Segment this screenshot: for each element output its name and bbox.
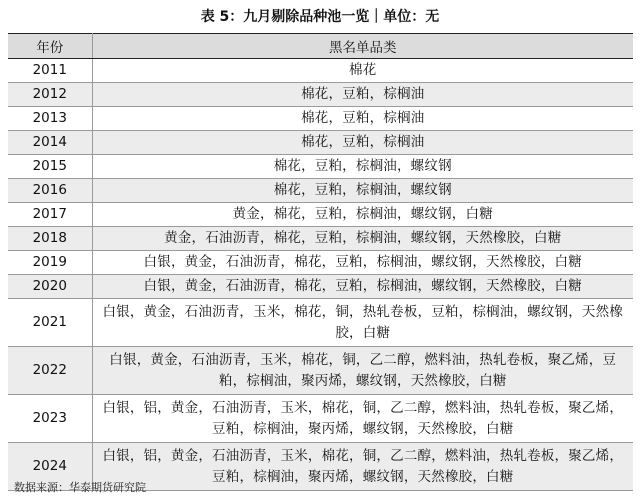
table-header — [8, 34, 633, 59]
year-cell: 2011 — [8, 59, 92, 83]
items-cell: 黄金，棉花，豆粕，棕榈油，螺纹钢，白糖 — [92, 203, 633, 227]
year-cell: 2012 — [8, 83, 92, 107]
table-row — [8, 347, 633, 395]
items-cell: 棉花 — [92, 59, 633, 83]
table-title: 表 5：九月剔除品种池一览｜单位：无 — [200, 9, 440, 25]
items-cell: 白银，铝，黄金，石油沥青，玉米，棉花，铜，乙二醇，燃料油，热轧卷板，聚乙烯，豆粕，棕榈油，聚丙烯，螺纹钢，天然橡胶，白糖 — [92, 395, 633, 443]
year-cell: 2024 — [8, 443, 92, 491]
year-cell: 2023 — [8, 395, 92, 443]
table-body — [8, 59, 633, 491]
items-cell: 白银，黄金，石油沥青，棉花，豆粕，棕榈油，螺纹钢，天然橡胶，白糖 — [92, 275, 633, 299]
table-row — [8, 107, 633, 131]
items-cell: 黄金，石油沥青，棉花，豆粕，棕榈油，螺纹钢，天然橡胶，白糖 — [92, 227, 633, 251]
year-cell: 2018 — [8, 227, 92, 251]
items-cell: 白银，黄金，石油沥青，玉米，棉花，铜，热轧卷板，豆粕，棕榈油，螺纹钢，天然橡胶，白糖 — [92, 299, 633, 347]
year-cell: 2015 — [8, 155, 92, 179]
year-cell: 2021 — [8, 299, 92, 347]
year-cell: 2019 — [8, 251, 92, 275]
table-row — [8, 203, 633, 227]
table-row — [8, 155, 633, 179]
column-header-year: 年份 — [8, 34, 92, 59]
year-cell: 2017 — [8, 203, 92, 227]
items-cell: 白银，黄金，石油沥青，玉米，棉花，铜，乙二醇，燃料油，热轧卷板，聚乙烯，豆粕，棕榈油，聚丙烯，螺纹钢，天然橡胶，白糖 — [92, 347, 633, 395]
year-cell: 2016 — [8, 179, 92, 203]
table-row — [8, 299, 633, 347]
source-note: 数据来源：华泰期货研究院 — [14, 481, 146, 494]
column-header-items: 黑名单品类 — [92, 34, 633, 59]
items-cell: 白银，黄金，石油沥青，棉花，豆粕，棕榈油，螺纹钢，天然橡胶，白糖 — [92, 251, 633, 275]
items-cell: 棉花，豆粕，棕榈油，螺纹钢 — [92, 155, 633, 179]
table-row — [8, 227, 633, 251]
header-row — [8, 34, 633, 59]
year-cell: 2020 — [8, 275, 92, 299]
table-row — [8, 179, 633, 203]
year-cell: 2014 — [8, 131, 92, 155]
table-row — [8, 59, 633, 83]
table-row — [8, 131, 633, 155]
items-cell: 棉花，豆粕，棕榈油，螺纹钢 — [92, 179, 633, 203]
items-cell: 棉花，豆粕，棕榈油 — [92, 131, 633, 155]
table-row — [8, 251, 633, 275]
year-cell: 2022 — [8, 347, 92, 395]
items-cell: 棉花，豆粕，棕榈油 — [92, 107, 633, 131]
items-cell: 棉花，豆粕，棕榈油 — [92, 83, 633, 107]
table-row — [8, 275, 633, 299]
items-cell: 白银，铝，黄金，石油沥青，玉米，棉花，铜，乙二醇，燃料油，热轧卷板，聚乙烯，豆粕，棕榈油，聚丙烯，螺纹钢，天然橡胶，白糖 — [92, 443, 633, 491]
year-cell: 2013 — [8, 107, 92, 131]
blacklist-table — [8, 33, 633, 491]
table-row — [8, 83, 633, 107]
table-row — [8, 395, 633, 443]
